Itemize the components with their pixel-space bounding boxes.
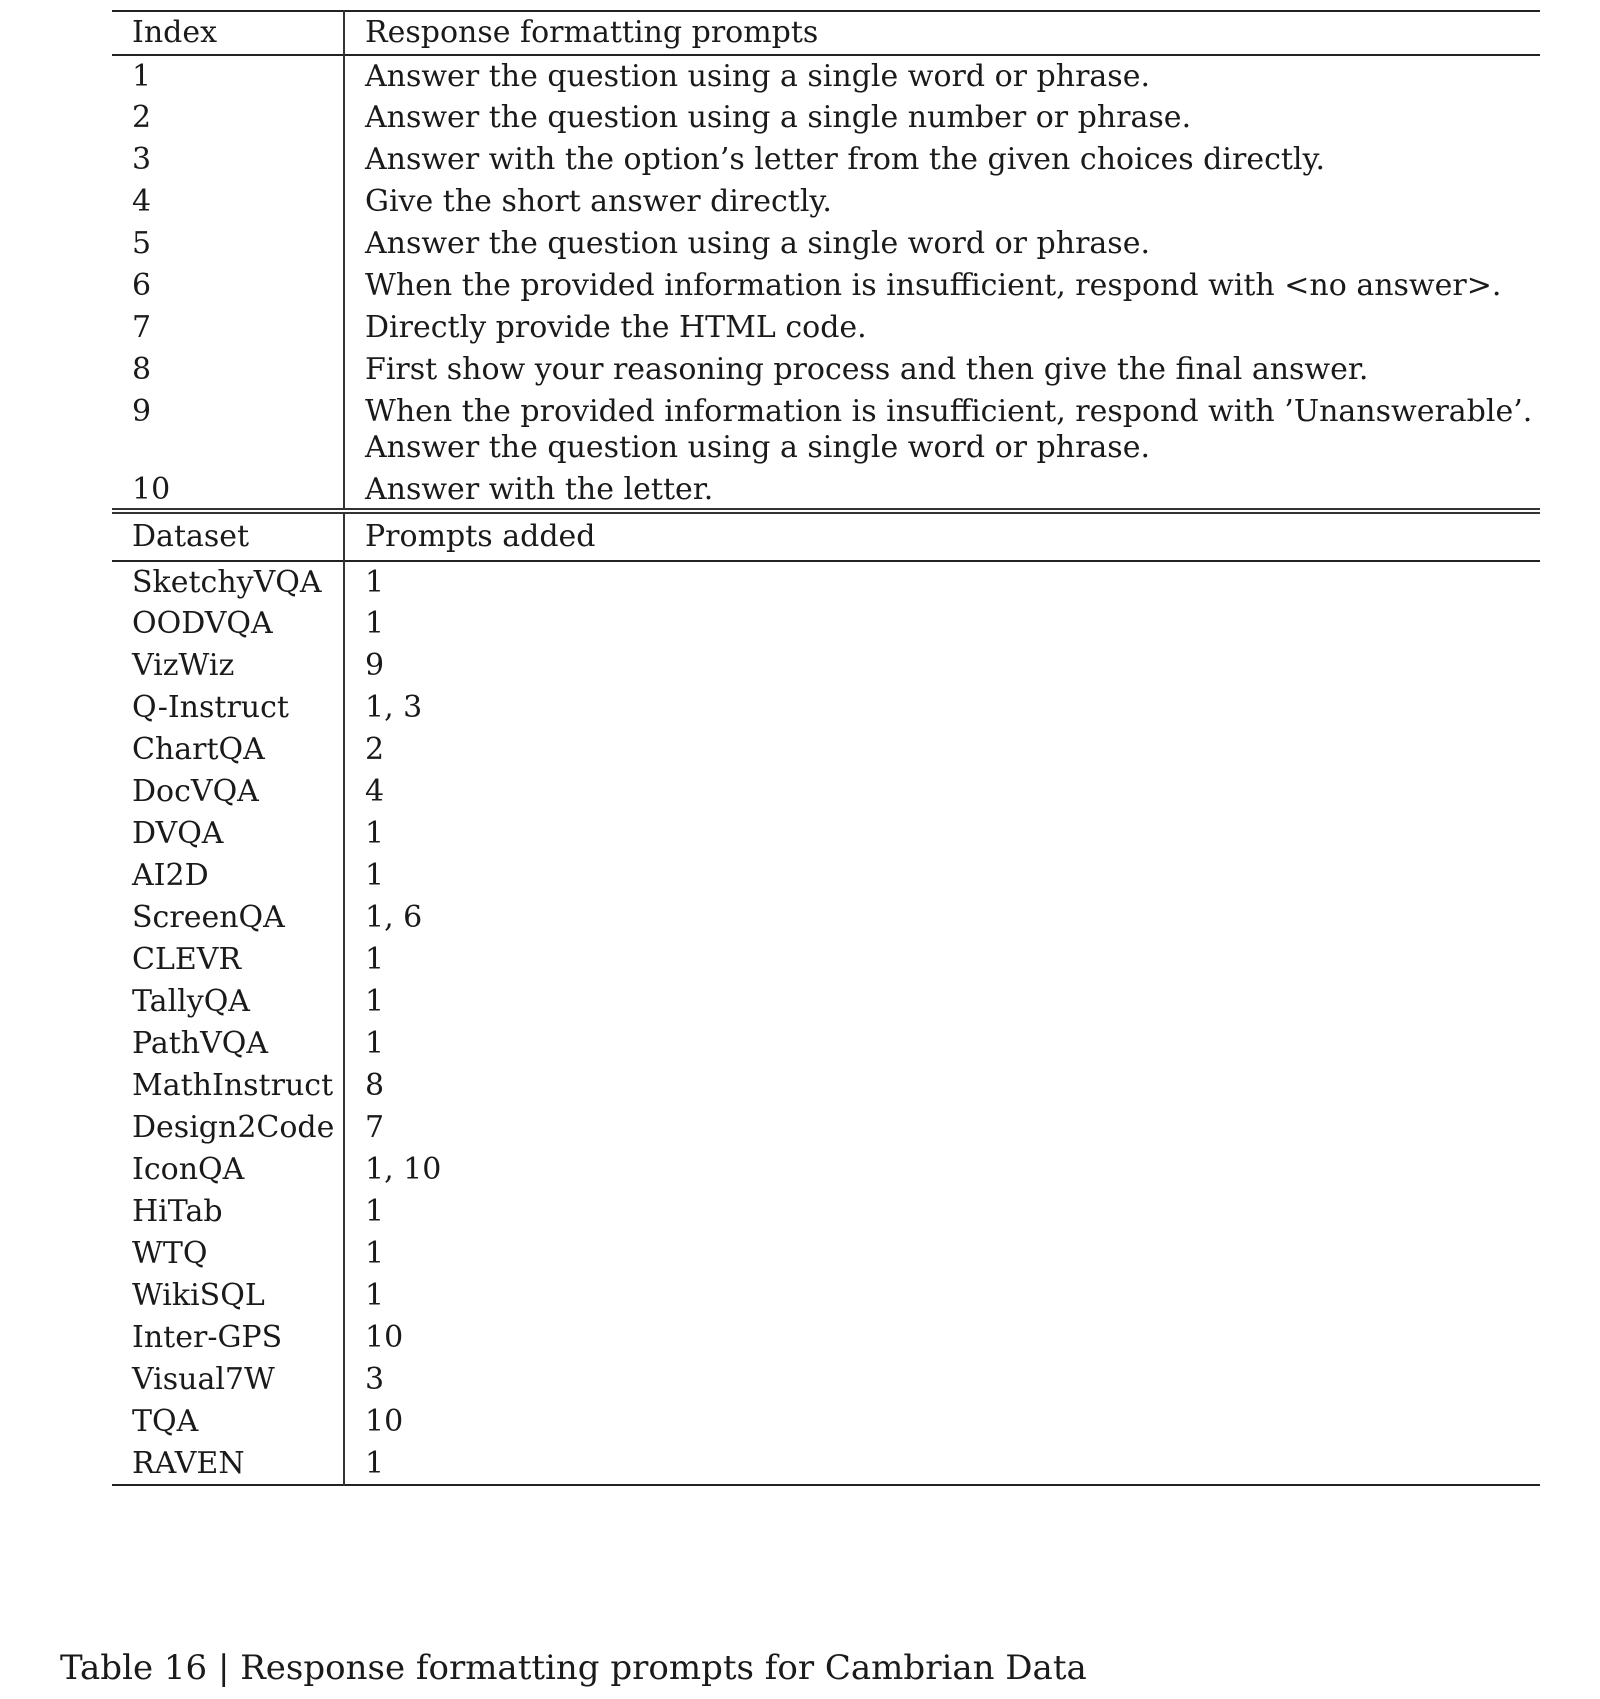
prompt-index: 5: [112, 223, 344, 265]
dataset-row: [112, 645, 1540, 687]
prompt-index: 9: [112, 391, 344, 469]
dataset-name: CLEVR: [112, 939, 344, 981]
prompt-text: [344, 469, 1540, 511]
dataset-row: [112, 729, 1540, 771]
prompts-header-row: [112, 11, 1540, 55]
dataset-row: [112, 771, 1540, 813]
dataset-prompts-added: 1, 3: [365, 690, 423, 725]
dataset-name: DVQA: [112, 813, 344, 855]
dataset-name: SketchyVQA: [112, 561, 344, 603]
dataset-name: ChartQA: [112, 729, 344, 771]
prompt-index: 10: [112, 469, 344, 511]
prompt-text-line: When the provided information is insufficient, respond with ’Unanswerable’.: [365, 394, 1533, 429]
prompt-text-line: Answer the question using a single number or phrase.: [365, 100, 1192, 135]
dataset-name: Q-Instruct: [112, 687, 344, 729]
response-formatting-table: [112, 10, 1540, 1486]
dataset-name: DocVQA: [112, 771, 344, 813]
dataset-row: [112, 561, 1540, 603]
dataset-name: TallyQA: [112, 981, 344, 1023]
dataset-prompts-added: 1: [365, 984, 385, 1019]
dataset-name: TQA: [112, 1401, 344, 1443]
dataset-row: [112, 1317, 1540, 1359]
prompt-row: [112, 223, 1540, 265]
prompts-table-wrapper: [112, 10, 1540, 1486]
prompt-text-line: Answer the question using a single word or phrase.: [365, 430, 1150, 465]
table-body: [112, 11, 1540, 1485]
dataset-name: MathInstruct: [112, 1065, 344, 1107]
prompt-text: [344, 181, 1540, 223]
dataset-prompts-added: 2: [365, 732, 385, 767]
prompt-text: [344, 391, 1540, 469]
dataset-row: [112, 897, 1540, 939]
dataset-row: [112, 1191, 1540, 1233]
prompt-row: [112, 307, 1540, 349]
prompts-added-header: Prompts added: [365, 519, 596, 554]
dataset-row: [112, 855, 1540, 897]
dataset-name: AI2D: [112, 855, 344, 897]
prompt-row: [112, 265, 1540, 307]
prompt-text-line: First show your reasoning process and then give the final answer.: [365, 352, 1369, 387]
dataset-row: [112, 1107, 1540, 1149]
dataset-name: VizWiz: [112, 645, 344, 687]
dataset-row: [112, 1443, 1540, 1485]
dataset-prompts-added: 1: [365, 1446, 385, 1481]
prompt-row: [112, 391, 1540, 469]
prompt-index: 1: [112, 55, 344, 97]
prompt-text-line: Answer with the option’s letter from the given choices directly.: [365, 142, 1326, 177]
dataset-prompts-added: 1: [365, 606, 385, 641]
dataset-prompts-added: 10: [365, 1404, 404, 1439]
dataset-prompts-added: 8: [365, 1068, 385, 1103]
dataset-name: Design2Code: [112, 1107, 344, 1149]
prompt-text-line: Answer the question using a single word or phrase.: [365, 59, 1150, 94]
dataset-prompts-added: 1: [365, 1278, 385, 1313]
dataset-row: [112, 687, 1540, 729]
prompt-text: [344, 223, 1540, 265]
prompt-index: 7: [112, 307, 344, 349]
prompt-text: [344, 307, 1540, 349]
prompt-text: [344, 97, 1540, 139]
dataset-row: [112, 1401, 1540, 1443]
dataset-prompts-added: 1: [365, 565, 385, 600]
dataset-prompts-added: 4: [365, 774, 385, 809]
dataset-prompts-added: 1: [365, 1236, 385, 1271]
dataset-row: [112, 1065, 1540, 1107]
prompt-row: [112, 469, 1540, 511]
dataset-prompts-added: 1: [365, 1026, 385, 1061]
prompt-row: [112, 55, 1540, 97]
prompt-text-line: Directly provide the HTML code.: [365, 310, 867, 345]
prompt-index: 8: [112, 349, 344, 391]
prompt-text: [344, 139, 1540, 181]
prompt-text: [344, 349, 1540, 391]
dataset-name: Inter-GPS: [112, 1317, 344, 1359]
prompt-text-line: Answer the question using a single word or phrase.: [365, 226, 1150, 261]
dataset-name: RAVEN: [112, 1443, 344, 1485]
dataset-name: WikiSQL: [112, 1275, 344, 1317]
prompt-row: [112, 97, 1540, 139]
prompt-index: 3: [112, 139, 344, 181]
datasets-header-row: [112, 511, 1540, 561]
prompt-row: [112, 349, 1540, 391]
prompt-text-line: Give the short answer directly.: [365, 184, 832, 219]
table-caption: Table 16 | Response formatting prompts for Cambrian Data: [60, 1648, 1087, 1688]
prompt-row: [112, 139, 1540, 181]
dataset-prompts-added: 1: [365, 942, 385, 977]
dataset-header: Dataset: [112, 511, 344, 561]
dataset-name: PathVQA: [112, 1023, 344, 1065]
dataset-name: ScreenQA: [112, 897, 344, 939]
dataset-prompts-added: 10: [365, 1320, 404, 1355]
prompt-header: Response formatting prompts: [365, 15, 819, 50]
dataset-row: [112, 1233, 1540, 1275]
dataset-row: [112, 1149, 1540, 1191]
prompt-index: 4: [112, 181, 344, 223]
prompt-row: [112, 181, 1540, 223]
dataset-row: [112, 603, 1540, 645]
dataset-row: [112, 1275, 1540, 1317]
prompt-text: [344, 55, 1540, 97]
dataset-row: [112, 1023, 1540, 1065]
prompt-index: 2: [112, 97, 344, 139]
dataset-name: Visual7W: [112, 1359, 344, 1401]
dataset-name: WTQ: [112, 1233, 344, 1275]
dataset-prompts-added: 3: [365, 1362, 385, 1397]
index-header: Index: [112, 11, 344, 55]
dataset-row: [112, 981, 1540, 1023]
dataset-row: [112, 939, 1540, 981]
dataset-row: [112, 1359, 1540, 1401]
dataset-prompts-added: 1: [365, 816, 385, 851]
prompt-text-line: Answer with the letter.: [365, 472, 714, 507]
dataset-prompts-added: 1: [365, 858, 385, 893]
dataset-name: HiTab: [112, 1191, 344, 1233]
dataset-prompts-added: 7: [365, 1110, 385, 1145]
dataset-row: [112, 813, 1540, 855]
dataset-name: OODVQA: [112, 603, 344, 645]
dataset-prompts-added: 1, 6: [365, 900, 423, 935]
prompt-text: [344, 265, 1540, 307]
dataset-prompts-added: 1: [365, 1194, 385, 1229]
dataset-prompts-added: 9: [365, 648, 385, 683]
prompt-index: 6: [112, 265, 344, 307]
dataset-name: IconQA: [112, 1149, 344, 1191]
prompt-text-line: When the provided information is insufficient, respond with <no answer>.: [365, 268, 1502, 303]
dataset-prompts-added: 1, 10: [365, 1152, 442, 1187]
